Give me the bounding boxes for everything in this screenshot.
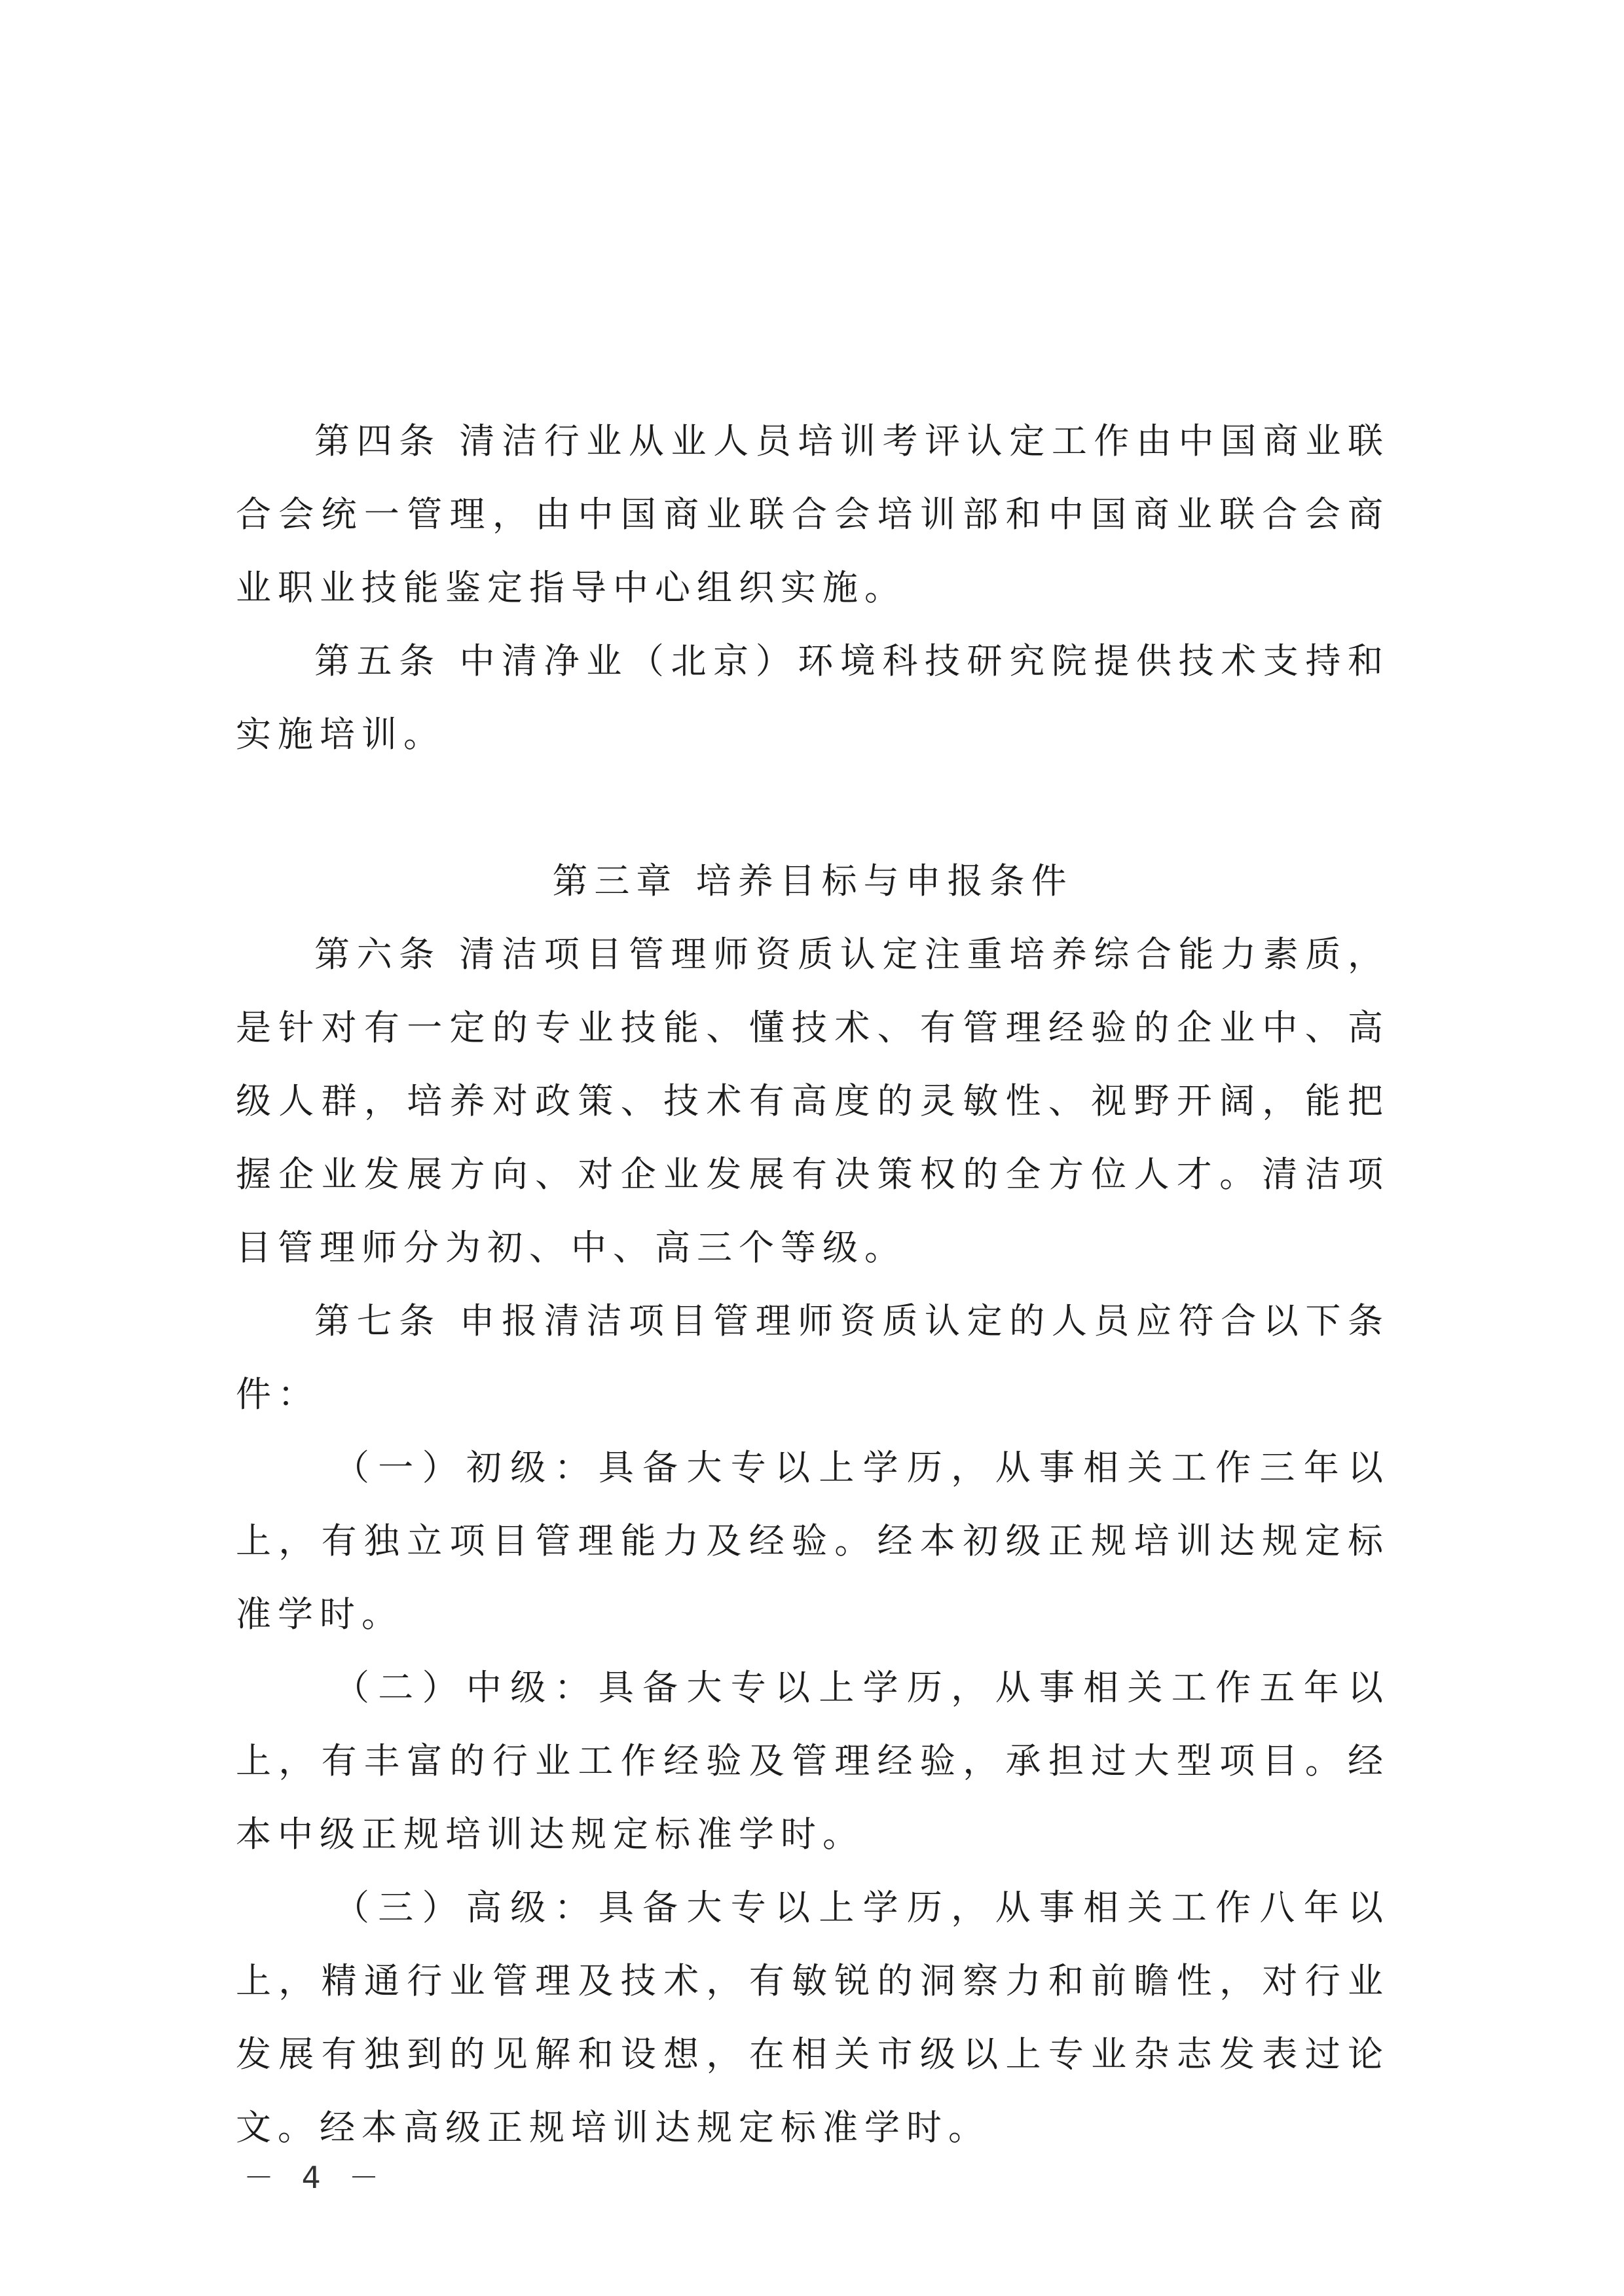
level-senior: （三）高级：具备大专以上学历，从事相关工作八年以上，精通行业管理及技术，有敏锐的洞察力和前瞻性，对行业发展有独到的见解和设想，在相关市级以上专业杂志发表过论文。经本高级正规培训达规定标准学时。 xyxy=(236,1887,1390,2148)
article-four: 第四条 清洁行业从业人员培训考评认定工作由中国商业联合会统一管理，由中国商业联合会培训部和中国商业联合会商业职业技能鉴定指导中心组织实施。 xyxy=(236,420,1390,608)
page-number: － 4 － xyxy=(244,2160,388,2195)
article-seven: 第七条 申报清洁项目管理师资质认定的人员应符合以下条件： xyxy=(236,1300,1390,1415)
article-five: 第五条 中清净业（北京）环境科技研究院提供技术支持和实施培训。 xyxy=(236,640,1390,755)
chapter-title: 第三章 培养目标与申报条件 xyxy=(552,860,1073,902)
level-junior: （一）初级：具备大专以上学历，从事相关工作三年以上，有独立项目管理能力及经验。经本初级正规培训达规定标准学时。 xyxy=(236,1447,1390,1635)
article-six: 第六条 清洁项目管理师资质认定注重培养综合能力素质，是针对有一定的专业技能、懂技术、有管理经验的企业中、高级人群，培养对政策、技术有高度的灵敏性、视野开阔，能把握企业发展方向、对企业发展有决策权的全方位人才。清洁项目管理师分为初、中、高三个等级。 xyxy=(236,934,1390,1268)
level-intermediate: （二）中级：具备大专以上学历，从事相关工作五年以上，有丰富的行业工作经验及管理经验，承担过大型项目。经本中级正规培训达规定标准学时。 xyxy=(236,1667,1390,1855)
section-gap xyxy=(236,771,1390,845)
document-body xyxy=(236,405,1390,2164)
